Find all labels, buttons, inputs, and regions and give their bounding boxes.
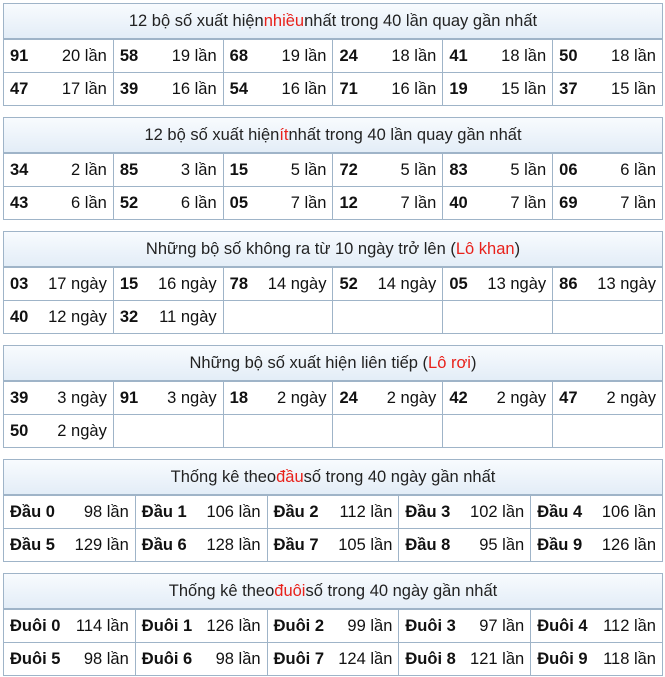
stat-key: Đầu 3 [405, 502, 451, 521]
stat-value: 19 lần [281, 46, 327, 65]
stat-cell [531, 643, 663, 676]
stat-cell [4, 529, 136, 562]
table-row [4, 643, 663, 676]
stat-value: 7 lần [290, 193, 327, 212]
stat-value: 5 lần [510, 160, 547, 179]
stat-cell [4, 154, 114, 187]
stat-value: 5 lần [400, 160, 437, 179]
section-title [3, 345, 663, 381]
stat-cell [399, 529, 531, 562]
stat-cell [4, 40, 114, 73]
stat-cell [531, 496, 663, 529]
stat-cell [531, 610, 663, 643]
stat-cell [135, 610, 267, 643]
stat-key: 24 [339, 388, 358, 407]
stat-key: 58 [119, 46, 139, 65]
stat-key: Đuôi 3 [405, 616, 456, 635]
stat-value: 2 ngày [57, 421, 107, 440]
stat-value: 2 ngày [386, 388, 437, 407]
stat-value: 13 ngày [487, 274, 547, 293]
stat-cell [4, 496, 136, 529]
stat-key: 71 [339, 79, 358, 98]
stat-value: 7 lần [620, 193, 656, 212]
stat-cell [333, 415, 443, 448]
stat-key: 91 [119, 388, 139, 407]
stat-cell [113, 40, 223, 73]
stat-key: 41 [449, 46, 468, 65]
title-highlight: đuôi [274, 581, 306, 600]
stat-key: 15 [119, 274, 139, 293]
stat-key: Đầu 0 [10, 502, 55, 521]
stat-value: 2 lần [71, 160, 107, 179]
stat-cell [267, 529, 399, 562]
stat-cell [333, 268, 443, 301]
table-row [4, 496, 663, 529]
stat-key: Đầu 5 [10, 535, 55, 554]
title-text: 12 bộ số xuất hiện [144, 125, 280, 144]
stat-key: 12 [339, 193, 358, 212]
table-row [4, 529, 663, 562]
stat-key: 50 [559, 46, 578, 65]
stat-key: 05 [229, 193, 249, 212]
stat-key: 91 [10, 46, 29, 65]
stat-cell [333, 382, 443, 415]
stat-cell [4, 73, 114, 106]
title-text: nhất trong 40 lần quay gần nhất [288, 125, 522, 144]
stat-cell [553, 40, 663, 73]
stat-cell [399, 643, 531, 676]
table-row [4, 40, 663, 73]
stat-cell [443, 73, 553, 106]
section-title [3, 573, 663, 609]
stats-table [3, 39, 663, 106]
stat-value: 18 lần [611, 46, 656, 65]
stat-key: Đầu 7 [273, 535, 319, 554]
stat-cell [553, 154, 663, 187]
stat-value: 2 ngày [606, 388, 656, 407]
stat-key: 40 [10, 307, 29, 326]
stat-key: 15 [229, 160, 249, 179]
stat-cell [443, 40, 553, 73]
title-text: ) [470, 353, 477, 372]
stat-cell [4, 382, 114, 415]
stats-table [3, 381, 663, 448]
section-title [3, 231, 663, 267]
table-row [4, 415, 663, 448]
stat-key: Đuôi 6 [141, 649, 193, 668]
stat-value: 112 lần [603, 616, 656, 635]
stat-value: 98 lần [215, 649, 261, 668]
stat-key: Đầu 2 [273, 502, 319, 521]
section-title [3, 459, 663, 495]
stat-value: 2 ngày [496, 388, 547, 407]
stat-cell [135, 643, 267, 676]
stat-value: 3 lần [180, 160, 217, 179]
title-text: Những bộ số không ra từ 10 ngày trở lên ( [145, 239, 456, 258]
stat-cell [4, 301, 114, 334]
title-text: Những bộ số xuất hiện liên tiếp ( [189, 353, 429, 372]
stat-cell [113, 73, 223, 106]
stat-cell [113, 382, 223, 415]
stat-key: 32 [119, 307, 139, 326]
stat-cell [223, 301, 333, 334]
stat-cell [553, 268, 663, 301]
stat-value: 126 lần [206, 616, 261, 635]
stat-value: 11 ngày [159, 307, 217, 326]
stat-value: 7 lần [400, 193, 437, 212]
stat-cell [223, 415, 333, 448]
stat-cell [4, 415, 114, 448]
stat-key: 18 [229, 388, 249, 407]
stat-cell [333, 301, 443, 334]
stat-cell [113, 154, 223, 187]
section-title [3, 3, 663, 39]
stat-key: 47 [559, 388, 578, 407]
stat-cell [553, 415, 663, 448]
stat-key: Đuôi 8 [405, 649, 456, 668]
stat-cell [223, 154, 333, 187]
stat-value: 106 lần [206, 502, 261, 521]
stat-value: 17 ngày [48, 274, 107, 293]
table-row [4, 382, 663, 415]
stat-cell [223, 73, 333, 106]
stat-cell [267, 610, 399, 643]
stat-value: 18 lần [391, 46, 437, 65]
stat-value: 16 lần [391, 79, 437, 98]
stat-cell [553, 301, 663, 334]
stat-cell [4, 268, 114, 301]
stat-cell [4, 610, 136, 643]
stat-value: 6 lần [180, 193, 217, 212]
stat-value: 17 lần [61, 79, 107, 98]
stat-cell [4, 187, 114, 220]
stat-key: Đuôi 4 [537, 616, 588, 635]
stat-key: Đuôi 5 [10, 649, 61, 668]
stat-value: 6 lần [620, 160, 656, 179]
stat-key: 72 [339, 160, 358, 179]
stat-key: Đầu 9 [537, 535, 583, 554]
title-text: số trong 40 ngày gần nhất [305, 581, 498, 600]
stat-cell [443, 415, 553, 448]
stat-key: 85 [119, 160, 139, 179]
stat-cell [443, 187, 553, 220]
section-least-frequent [3, 117, 663, 220]
stat-key: 05 [449, 274, 468, 293]
stat-key: Đuôi 1 [141, 616, 193, 635]
stat-cell [333, 40, 443, 73]
stat-value: 15 lần [611, 79, 656, 98]
stat-value: 114 lần [75, 616, 129, 635]
stat-key: Đuôi 9 [537, 649, 588, 668]
stat-value: 12 ngày [48, 307, 107, 326]
title-text: ) [514, 239, 521, 258]
stat-key: 78 [229, 274, 249, 293]
stat-value: 14 ngày [267, 274, 327, 293]
stat-value: 13 ngày [597, 274, 656, 293]
stat-cell [333, 73, 443, 106]
stat-key: Đầu 8 [405, 535, 451, 554]
stat-value: 18 lần [501, 46, 547, 65]
stat-cell [113, 415, 223, 448]
section-title [3, 117, 663, 153]
stats-table [3, 609, 663, 676]
stat-key: 83 [449, 160, 468, 179]
stat-key: 86 [559, 274, 578, 293]
stat-cell [333, 187, 443, 220]
stat-cell [399, 496, 531, 529]
stat-cell [135, 496, 267, 529]
table-row [4, 187, 663, 220]
stat-key: 34 [10, 160, 29, 179]
stat-key: 54 [229, 79, 249, 98]
stat-value: 15 lần [501, 79, 547, 98]
stat-value: 102 lần [470, 502, 525, 521]
stat-value: 105 lần [338, 535, 393, 554]
stat-cell [223, 382, 333, 415]
stat-value: 124 lần [338, 649, 393, 668]
table-row [4, 73, 663, 106]
stat-cell [223, 268, 333, 301]
stat-value: 6 lần [71, 193, 107, 212]
stat-value: 5 lần [290, 160, 327, 179]
section-lo-roi [3, 345, 663, 448]
title-text: số trong 40 ngày gần nhất [303, 467, 496, 486]
stats-table [3, 267, 663, 334]
stat-key: 37 [559, 79, 578, 98]
stat-value: 16 lần [171, 79, 217, 98]
stat-cell [443, 268, 553, 301]
stat-value: 3 ngày [167, 388, 217, 407]
stat-cell [135, 529, 267, 562]
title-highlight: đầu [276, 467, 304, 486]
stat-key: Đầu 1 [141, 502, 187, 521]
section-duoi-stats [3, 573, 663, 676]
title-highlight: Lô khan [455, 239, 515, 258]
stat-key: Đuôi 7 [273, 649, 325, 668]
stat-cell [553, 187, 663, 220]
table-row [4, 154, 663, 187]
title-text: Thống kê theo [168, 581, 275, 600]
title-highlight: ít [279, 125, 289, 144]
stat-value: 98 lần [83, 502, 129, 521]
stat-key: 52 [119, 193, 139, 212]
stat-cell [4, 643, 136, 676]
stat-key: 39 [119, 79, 139, 98]
stat-value: 106 lần [601, 502, 656, 521]
stat-key: Đuôi 2 [273, 616, 325, 635]
stat-key: 50 [10, 421, 29, 440]
stat-cell [399, 610, 531, 643]
stat-key: 06 [559, 160, 578, 179]
stat-key: 40 [449, 193, 468, 212]
stat-value: 97 lần [479, 616, 525, 635]
stats-table [3, 153, 663, 220]
title-highlight: Lô rơi [428, 353, 471, 372]
stat-value: 3 ngày [57, 388, 107, 407]
stat-value: 19 lần [171, 46, 217, 65]
stat-value: 14 ngày [377, 274, 437, 293]
stat-key: 24 [339, 46, 358, 65]
stat-cell [113, 187, 223, 220]
stat-cell [223, 187, 333, 220]
stat-value: 95 lần [479, 535, 525, 554]
stats-table [3, 495, 663, 562]
table-row [4, 268, 663, 301]
stat-value: 16 ngày [157, 274, 217, 293]
stat-cell [113, 301, 223, 334]
stat-key: 69 [559, 193, 578, 212]
title-highlight: nhiều [263, 11, 305, 30]
stat-value: 118 lần [603, 649, 656, 668]
stat-value: 2 ngày [276, 388, 327, 407]
title-text: 12 bộ số xuất hiện [128, 11, 264, 30]
stat-cell [553, 382, 663, 415]
stat-cell [267, 643, 399, 676]
section-dau-stats [3, 459, 663, 562]
title-text: Thống kê theo [170, 467, 277, 486]
stat-value: 16 lần [281, 79, 327, 98]
stat-key: 68 [229, 46, 249, 65]
stat-value: 121 lần [470, 649, 525, 668]
stat-key: 39 [10, 388, 29, 407]
stat-value: 126 lần [601, 535, 656, 554]
stat-value: 98 lần [83, 649, 129, 668]
stat-key: 43 [10, 193, 29, 212]
stat-cell [531, 529, 663, 562]
stat-value: 129 lần [74, 535, 129, 554]
stat-key: 42 [449, 388, 468, 407]
table-row [4, 301, 663, 334]
stat-value: 99 lần [347, 616, 393, 635]
stat-key: 52 [339, 274, 358, 293]
stat-value: 112 lần [339, 502, 393, 521]
stat-key: Đầu 6 [141, 535, 187, 554]
stat-key: Đầu 4 [537, 502, 583, 521]
stat-key: 19 [449, 79, 468, 98]
stat-cell [267, 496, 399, 529]
stat-key: 03 [10, 274, 29, 293]
stat-cell [113, 268, 223, 301]
section-most-frequent [3, 3, 663, 106]
stat-cell [443, 154, 553, 187]
stat-cell [443, 301, 553, 334]
stat-cell [443, 382, 553, 415]
section-lo-khan [3, 231, 663, 334]
stat-cell [223, 40, 333, 73]
stat-cell [333, 154, 443, 187]
title-text: nhất trong 40 lần quay gần nhất [304, 11, 538, 30]
stat-value: 128 lần [206, 535, 261, 554]
stat-value: 20 lần [61, 46, 107, 65]
table-row [4, 610, 663, 643]
stat-key: Đuôi 0 [10, 616, 61, 635]
stat-key: 47 [10, 79, 29, 98]
stat-cell [553, 73, 663, 106]
stat-value: 7 lần [510, 193, 547, 212]
